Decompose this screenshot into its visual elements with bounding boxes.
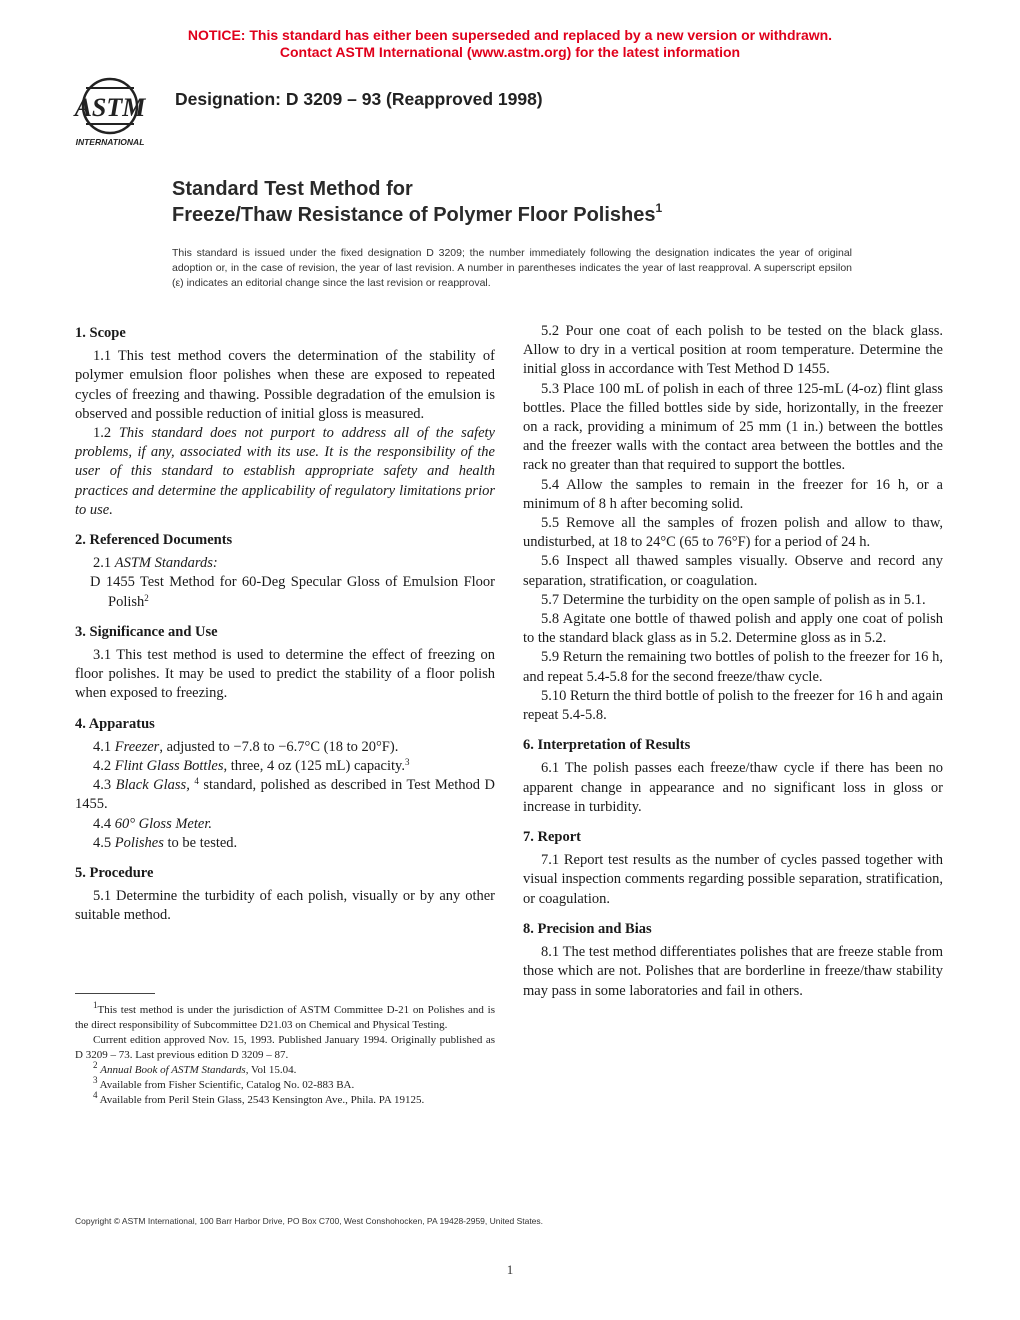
paragraph: 5.8 Agitate one bottle of thawed polish and apply one coat of polish to the standard black glass as in 5.2. Determine gloss as in 5.2. — [523, 611, 943, 647]
paragraph: 5.5 Remove all the samples of frozen polish and allow to thaw, undisturbed, at 18 to 24°C (65 to 76°F) for a period of 24 h. — [523, 515, 943, 551]
paragraph: 4.2 Flint Glass Bottles, three, 4 oz (125 mL) capacity.$^3$ — [93, 757, 410, 775]
section-heading: 8. Precision and Bias — [523, 920, 652, 937]
paragraph: 5.10 Return the third bottle of polish to the freezer for 16 h and again repeat 5.4-5.8. — [523, 687, 943, 724]
page-number: 1 — [506, 1262, 514, 1277]
footnote: $^3$ Available from Fisher Scientific, Catalog No. 02-883 BA. — [93, 1075, 355, 1091]
paragraph: 6.1 The polish passes each freeze/thaw cycle if there has been no apparent change in appearance and no significant loss in gloss or increase in turbidity. — [523, 760, 943, 815]
reference-item: D 1455 Test Method for 60-Deg Specular Gloss of Emulsion Floor Polish$^2$ — [90, 574, 495, 610]
paragraph: 5.3 Place 100 mL of polish in each of three 125-mL (4-oz) flint glass bottles. Place the filled bottles side by side, horizontally, in the freezer on a rack, providing a minimum of 25 mm (1 in.) between the bottles and the freezer walls with the contact area between the bottles and the rack no greater than that required to support the bottles. — [523, 380, 943, 474]
paragraph: 1.1 This test method covers the determination of the stability of polymer emulsion floor polishes when these are exposed to repeated cycles of freezing and thawing. Possible degradation of the emulsion is observed and possible reduction of initial gloss is measured. — [75, 348, 495, 422]
logo-subtext: INTERNATIONAL — [75, 137, 145, 147]
section-heading: 2. Referenced Documents — [75, 532, 233, 549]
paragraph: 5.1 Determine the turbidity of each polish, visually or by any other suitable method. — [75, 888, 495, 924]
title-line-2: Freeze/Thaw Resistance of Polymer Floor Polishes$^1$ — [172, 201, 663, 226]
footnotes — [75, 1000, 495, 1108]
section-heading: 1. Scope — [75, 325, 126, 341]
footnote: $^4$ Available from Peril Stein Glass, 2543 Kensington Ave., Phila. PA 19125. — [93, 1090, 425, 1106]
left-column — [75, 322, 495, 926]
paragraph: 5.9 Return the remaining two bottles of polish to the freezer for 16 h, and repeat 5.4-5.8 for the second freeze/thaw cycle. — [523, 649, 943, 685]
issued-note: This standard is issued under the fixed designation D 3209; the number immediately following the designation indicates the year of original adoption or, in the case of revision, the year of last revision. A number in parentheses indicates the year of last reapproval. A superscript epsilon (ε) indicates an editorial change since the last revision or reapproval. — [172, 247, 852, 289]
paragraph: 5.4 Allow the samples to remain in the freezer for 16 h, or a minimum of 8 h after becoming solid. — [523, 476, 943, 512]
paragraph: 3.1 This test method is used to determine the effect of freezing on floor polishes. It may be used to predict the stability of a floor polish when exposed to freezing. — [75, 647, 495, 702]
title-line-1: Standard Test Method for — [172, 178, 413, 200]
footnote: $^1$This test method is under the jurisdiction of ASTM Committee D-21 on Polishes and is the direct responsibility of Subcommittee D21.03 on Chemical and Physical Testing. — [75, 1000, 495, 1031]
footnote: Current edition approved Nov. 15, 1993. Published January 1994. Originally published as D 3209 – 73. Last previous edition D 3209 – 87. — [75, 1034, 495, 1061]
designation: Designation: D 3209 – 93 (Reapproved 1998) — [175, 89, 543, 109]
copyright: Copyright © ASTM International, 100 Barr Harbor Drive, PO Box C700, West Conshohocken, PA 19428-2959, United States. — [75, 1216, 544, 1226]
paragraph: 4.3 Black Glass, $^4$ standard, polished as described in Test Method D 1455. — [75, 776, 496, 813]
right-column — [523, 322, 943, 1001]
paragraph: 5.2 Pour one coat of each polish to be tested on the black glass. Allow to dry in a vertical position at room temperature. Determine the initial gloss in accordance with Test Method D 1455. — [523, 323, 943, 378]
paragraph: 4.5 Polishes to be tested. — [93, 834, 238, 851]
section-heading: 5. Procedure — [75, 865, 154, 882]
paragraph: 5.7 Determine the turbidity on the open sample of polish as in 5.1. — [541, 591, 926, 608]
paragraph: 8.1 The test method differentiates polishes that are freeze stable from those which are not. Polishes that are borderline in freeze/thaw stability may pass in some laboratories and fail in others. — [523, 944, 943, 999]
footnote: $^2$ Annual Book of ASTM Standards, Vol 15.04. — [93, 1060, 297, 1076]
section-heading: 7. Report — [523, 829, 581, 846]
supersede-notice — [0, 27, 1020, 61]
paragraph: 2.1 ASTM Standards: — [93, 555, 218, 572]
section-heading: 6. Interpretation of Results — [523, 737, 691, 754]
paragraph: 4.4 60° Gloss Meter. — [93, 815, 212, 832]
page-title — [172, 176, 662, 228]
paragraph: 5.6 Inspect all thawed samples visually. Observe and record any separation, stratification, or coagulation. — [523, 553, 943, 589]
notice-line-2: Contact ASTM International (www.astm.org) for the latest information — [279, 44, 741, 60]
paragraph: 7.1 Report test results as the number of cycles passed together with visual inspection comments regarding possible separation, stratification, or coagulation. — [523, 852, 943, 907]
footnote-divider — [75, 993, 155, 994]
astm-logo-icon — [64, 74, 160, 150]
notice-line-1: NOTICE: This standard has either been superseded and replaced by a new version or withdrawn. — [187, 27, 833, 43]
paragraph: 1.2 This standard does not purport to address all of the safety problems, if any, associated with its use. It is the responsibility of the user of this standard to establish appropriate safety and health practices and determine the applicability of regulatory limitations prior to use. — [75, 425, 495, 518]
paragraph: 4.1 Freezer, adjusted to −7.8 to −6.7°C (18 to 20°F). — [93, 738, 399, 755]
logo-text: ASTM — [74, 93, 146, 122]
section-heading: 3. Significance and Use — [75, 623, 218, 640]
section-heading: 4. Apparatus — [75, 715, 155, 732]
